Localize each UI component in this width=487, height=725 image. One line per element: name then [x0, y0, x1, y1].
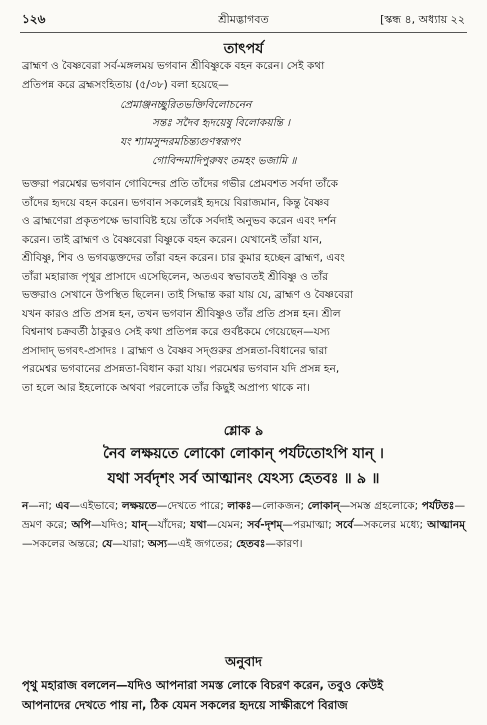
synonym-entry: এব—এইভাবে; [55, 500, 122, 512]
text-line: পৃথু মহারাজ বললেন—যদিও আপনারা সমস্ত লোকে বিচরণ করেন, তবুও কেউই [22, 678, 384, 692]
synonym-entry: হেতবঃ—কারণ। [236, 538, 303, 550]
text-line: প্রতিপন্ন করে ব্রহ্মসংহিতায় (৫/৩৮) বলা হয়েছে— [22, 78, 229, 91]
page-number: ১২৬ [22, 12, 46, 26]
synonym-entry: সর্বে—সকলের মধ্যে; [336, 519, 428, 531]
running-header [22, 11, 465, 31]
text-line: আপনাদের দেখতে পায় না, ঠিক যেমন সকলের হৃদয়ে সাক্ষীরূপে বিরাজ [22, 698, 348, 712]
synonym-word: অস্য [147, 538, 168, 550]
synonym-entry: পর্যটতঃ—ভ্রমণ করে; [22, 500, 466, 531]
synonym-entry: যান্—যাঁদের; [131, 519, 191, 531]
text-line: ব্রাহ্মণ ও বৈষ্ণবেরা সর্ব-মঙ্গলময় ভগবান শ্রীবিষ্ণুকে বহন করেন। সেই কথা [22, 60, 325, 72]
text-line: শ্রীবিষ্ণু, শিব ও ভগবদ্ভক্তদের তাঁরা বহন করেন। চার কুমার হচ্ছেন ব্রাহ্মণ, এবং [22, 252, 345, 264]
verse-heading: শ্লোক ৯ [223, 424, 264, 439]
synonym-meaning: লোকজন [261, 500, 301, 512]
synonym-word: ন [22, 500, 29, 512]
synonym-entry: লক্ষয়তে—দেখতে পারে; [121, 500, 228, 512]
text-line: বিশ্বনাথ চক্রবর্তী ঠাকুরও সেই কথা প্রতিপন্ন করে গুর্বষ্টকমে গেয়েছেন—যস্য [22, 326, 330, 338]
synonym-word: যান্ [131, 519, 148, 531]
synonym-word: লাকঃ [227, 500, 252, 512]
purport-body [22, 175, 465, 397]
text-line: ও ব্রাহ্মণেরা প্রকৃতপক্ষে ভাবাবিষ্ট হয়ে তাঁকে সর্বদাই অনুভব করেন এবং দর্শন [22, 215, 337, 227]
translation-text [22, 675, 465, 715]
text-line: পরমেশ্বর ভগবানের প্রসন্নতা-বিধান করা যায়। পরমেশ্বর ভগবান যদি প্রসন্ন হন, [22, 363, 340, 375]
synonym-word: লক্ষয়তে [121, 500, 157, 512]
synonym-meaning: কারণ [276, 538, 299, 550]
text-line: তা হলে আর ইহলোকে অথবা পরলোকে তাঁর কিছুই অপ্রাপ্য থাকে না। [22, 381, 310, 394]
synonyms-paragraph [22, 497, 465, 554]
synonym-word: লোকান্ [307, 500, 340, 512]
text-line: তাঁদের হৃদয়ে বহন করেন। ভগবান সকলেরই হৃদয়ে বিরাজমান, কিন্তু বৈষ্ণব [22, 196, 330, 209]
synonym-entry: অপি—যদিও; [71, 519, 132, 531]
synonym-meaning: এই জগতের [177, 538, 230, 550]
synonym-meaning: দেখতে পারে [167, 500, 221, 512]
synonym-entry: ন—না; [22, 500, 56, 512]
text-line: প্রসাদাদ্ ভগবৎ-প্রসাদঃ । ব্রাহ্মণ ও বৈষ্ণব সদ্গুরুর প্রসন্নতা-বিধানের দ্বারা [22, 344, 328, 357]
synonym-entry: যে—যারা; [101, 538, 148, 550]
synonym-entry: সর্ব-দৃশম্—পরমাত্মা; [247, 519, 337, 531]
synonym-word: সর্ব-দৃশম্ [247, 519, 283, 531]
text-line: করেন। তাই ব্রাহ্মণ ও বৈষ্ণবেরা বিষ্ণুকে বহন করেন। যেখানেই তাঁরা যান, [22, 233, 323, 246]
synonym-meaning: যেমন [217, 519, 240, 531]
chapter-reference: [স্কন্ধ ৪, অধ্যায় ২২ [380, 13, 465, 26]
synonym-word: পর্যটতঃ [421, 500, 455, 512]
synonym-word: এব [55, 500, 70, 512]
purport-intro [22, 57, 465, 94]
synonym-meaning: যদিও [101, 519, 124, 531]
quote-line: প্রেমাঞ্জনচ্ছুরিতভক্তিবিলোচনেন [120, 99, 252, 111]
synonym-meaning: যাঁদের [157, 519, 183, 531]
header-rule [20, 32, 467, 33]
text-line: ভক্তরা পরমেশ্বর ভগবান গোবিন্দের প্রতি তাঁদের গভীর প্রেমবশত সর্বদা তাঁকে [22, 178, 339, 190]
synonym-word: হেতবঃ [236, 538, 266, 550]
synonym-meaning: ভ্রমণ করে [22, 519, 64, 531]
synonym-meaning: পরমাত্মা [293, 519, 329, 531]
synonym-meaning: সমস্ত গ্রহলোকে [350, 500, 415, 512]
quote-line: গোবিন্দমাদিপুরুষং তমহং ভজামি ॥ [152, 155, 297, 167]
synonym-entry: লাকঃ—লোকজন; [227, 500, 308, 512]
translation-heading: অনুবাদ [225, 655, 262, 670]
book-title: শ্রীমদ্ভাগবত [218, 13, 269, 26]
synonym-entry: আত্মানম্—সকলের অন্তরে; [22, 519, 466, 550]
synonym-entry: লোকান্—সমস্ত গ্রহলোকে; [307, 500, 422, 512]
synonym-meaning: না [38, 500, 49, 512]
quote-line: যং শ্যামসুন্দরমচিন্ত্যগুণস্বরূপং [120, 136, 241, 148]
synonym-word: যে [101, 538, 113, 550]
text-line: তাঁরা মহারাজ পৃথুর প্রাসাদে এসেছিলেন, অতএব স্বভাবতই শ্রীবিষ্ণু ও তাঁর [22, 270, 329, 283]
verse-line: যথা সর্বদৃশং সর্ব আত্মানং যেঽস্য হেতবঃ ॥ ৯ ॥ [107, 471, 380, 487]
text-line: ভক্তরাও সেখানে উপস্থিত ছিলেন। তাই সিদ্ধান্ত করা যায় যে, ব্রাহ্মণ ও বৈষ্ণবেরা [22, 289, 354, 301]
synonym-meaning: যারা [122, 538, 141, 550]
synonym-meaning: সকলের অন্তরে [32, 538, 95, 550]
synonym-word: অপি [71, 519, 91, 531]
verse-line: নৈব লক্ষয়তে লোকো লোকান্ পর্যটতোঽপি যান্ । [103, 446, 384, 462]
quote-line: সন্তঃ সদৈব হৃদয়েষু বিলোকয়ন্তি । [152, 117, 291, 129]
synonym-meaning: এইভাবে [80, 500, 115, 512]
synonym-word: যথা [190, 519, 207, 531]
purport-heading: তাৎপর্য [223, 41, 264, 57]
text-line: যখন কারও প্রতি প্রসন্ন হন, তখন ভগবান শ্রীবিষ্ণুও তাঁর প্রতি প্রসন্ন হন। শ্রীল [22, 307, 341, 320]
synonym-meaning: সকলের মধ্যে [363, 519, 420, 531]
synonym-word: সর্বে [336, 519, 354, 531]
synonym-word: আত্মানম্ [427, 519, 466, 531]
synonym-entry: অস্য—এই জগতের; [147, 538, 237, 550]
synonym-entry: যথা—যেমন; [190, 519, 248, 531]
